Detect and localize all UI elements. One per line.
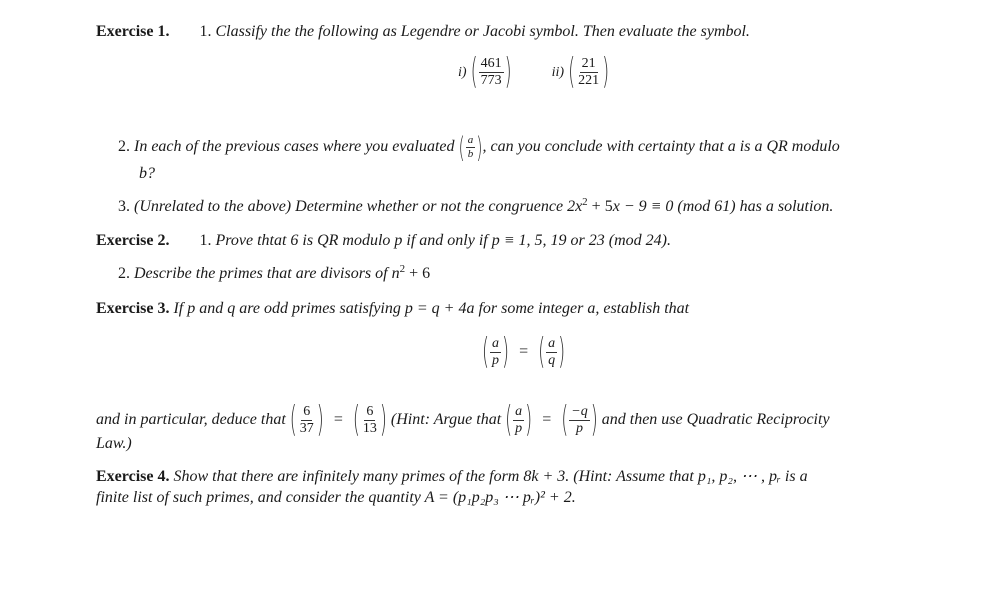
fraction	[298, 404, 316, 437]
exercise-3-continuation: Law.)	[96, 435, 132, 452]
exercise-1-item-3	[118, 197, 833, 217]
left-paren: (	[458, 129, 465, 164]
exercise-3-line-1	[96, 299, 689, 319]
exercise-1-symbols	[458, 50, 610, 93]
denominator: 37	[299, 421, 314, 436]
denominator: p	[515, 421, 523, 436]
left-paren: (	[538, 330, 546, 373]
case-ii-label: ii)	[551, 65, 565, 81]
left-paren: (	[352, 398, 360, 441]
numerator: −q	[571, 404, 588, 419]
left-paren: (	[505, 398, 513, 441]
exercise-1-item-1-number: 1.	[199, 23, 212, 40]
exercise-1-item-2-continuation: b?	[139, 165, 155, 182]
exponent: 2	[582, 196, 588, 208]
variable-x: x	[612, 198, 620, 215]
exponent: 2	[399, 263, 406, 275]
right-paren: )	[525, 398, 533, 441]
exercise-2-line-1	[96, 231, 671, 251]
exercise-1-item-2-number: 2.	[118, 138, 130, 156]
hint-post-text: and then use Quadratic Reciprocity	[601, 411, 830, 429]
exercise-3-equation	[482, 330, 566, 373]
fraction	[466, 134, 476, 161]
exercise-1-item-3-pre: (Unrelated to the above) Determine whether or not the congruence 2	[134, 198, 576, 215]
right-paren: )	[502, 330, 510, 373]
numerator: a	[467, 134, 474, 146]
exercise-1-item-2-pre: In each of the previous cases where you evaluated	[134, 138, 455, 156]
fraction	[361, 404, 379, 437]
exercise-1-item-1-text: Classify the the following as Legendre or Jacobi symbol. Then evaluate the symbol.	[215, 23, 750, 40]
exercise-1-heading: Exercise 1.	[96, 23, 170, 40]
fraction	[546, 336, 557, 369]
denominator: p	[575, 421, 583, 436]
numerator: a	[492, 336, 500, 351]
right-paren: )	[379, 398, 387, 441]
equals-sign: =	[519, 343, 529, 361]
numerator: a	[548, 336, 556, 351]
exercise-1-item-3-post: − 9 ≡ 0 (mod 61) has a solution.	[623, 198, 834, 215]
exercise-4-line-2: finite list of such primes, and consider the quantity A = (p₁p₂p₃ ⋯ pᵣ)² + 2.	[96, 489, 576, 506]
symbol-minus-q-p	[561, 398, 598, 441]
right-paren: )	[316, 398, 324, 441]
exercise-4-line-1	[96, 467, 808, 487]
numerator: 6	[303, 404, 311, 419]
denominator: q	[548, 353, 556, 368]
exercise-3-heading: Exercise 3.	[96, 300, 170, 317]
exercise-3-line-2	[96, 398, 830, 441]
denominator: 13	[362, 421, 377, 436]
symbol-6-37	[289, 398, 324, 441]
left-paren: (	[289, 398, 297, 441]
equals-sign: =	[542, 411, 552, 429]
exercise-2-item-1-text: Prove thtat 6 is QR modulo p if and only if p ≡ 1, 5, 19 or 23 (mod 24).	[215, 232, 671, 249]
denominator: 221	[578, 73, 600, 88]
exercise-2-heading: Exercise 2.	[96, 232, 170, 249]
exercise-2-item-1-number: 1.	[199, 232, 212, 249]
equals-sign: =	[333, 411, 343, 429]
exercise-1-item-3-mid: + 5	[591, 198, 613, 215]
exercise-3-text: If p and q are odd primes satisfying p = q + 4a for some integer a, establish that	[173, 300, 690, 317]
exercise-1-item-2-post: , can you conclude with certainty that a is a QR modulo	[482, 138, 840, 156]
right-paren: )	[590, 398, 598, 441]
right-paren: )	[476, 129, 483, 164]
denominator: b	[467, 148, 474, 160]
hint-text: (Hint: Argue that	[390, 411, 502, 429]
left-paren: (	[561, 398, 569, 441]
exercise-3-deduce-text: and in particular, deduce that	[96, 411, 286, 429]
symbol-a-b	[458, 129, 483, 164]
variable-x: x	[575, 198, 583, 215]
fraction	[576, 56, 601, 89]
exercise-4-line-1-text: Show that there are infinitely many primes of the form 8k + 3. (Hint: Assume that p₁, p₂, ⋯ , pᵣ is a	[173, 468, 808, 485]
exercise-1-item-2	[118, 129, 840, 164]
exercise-2-item-2-text: Describe the primes that are divisors of n	[134, 265, 400, 282]
symbol-21-221	[568, 50, 610, 93]
numerator: 461	[480, 56, 502, 71]
symbol-461-773	[470, 50, 512, 93]
case-i-label: i)	[458, 65, 467, 81]
denominator: 773	[480, 73, 502, 88]
symbol-a-p	[482, 330, 510, 373]
exercise-2-item-2	[118, 264, 430, 284]
symbol-6-13	[352, 398, 387, 441]
exercise-2-item-2-number: 2.	[118, 265, 130, 282]
left-paren: (	[482, 330, 490, 373]
exercise-1-item-3-number: 3.	[118, 198, 130, 215]
symbol-a-q	[538, 330, 566, 373]
numerator: 21	[581, 56, 596, 71]
fraction	[490, 336, 501, 369]
fraction	[569, 404, 589, 437]
left-paren: (	[568, 50, 576, 93]
exercise-4-heading: Exercise 4.	[96, 468, 170, 485]
numerator: a	[515, 404, 523, 419]
right-paren: )	[602, 50, 610, 93]
exercise-1-line-1	[96, 22, 750, 42]
fraction	[479, 56, 504, 89]
symbol-a-p-hint	[505, 398, 533, 441]
right-paren: )	[504, 50, 512, 93]
right-paren: )	[558, 330, 566, 373]
fraction	[513, 404, 524, 437]
exercise-2-item-2-post: + 6	[409, 265, 431, 282]
numerator: 6	[366, 404, 374, 419]
denominator: p	[492, 353, 500, 368]
left-paren: (	[470, 50, 478, 93]
